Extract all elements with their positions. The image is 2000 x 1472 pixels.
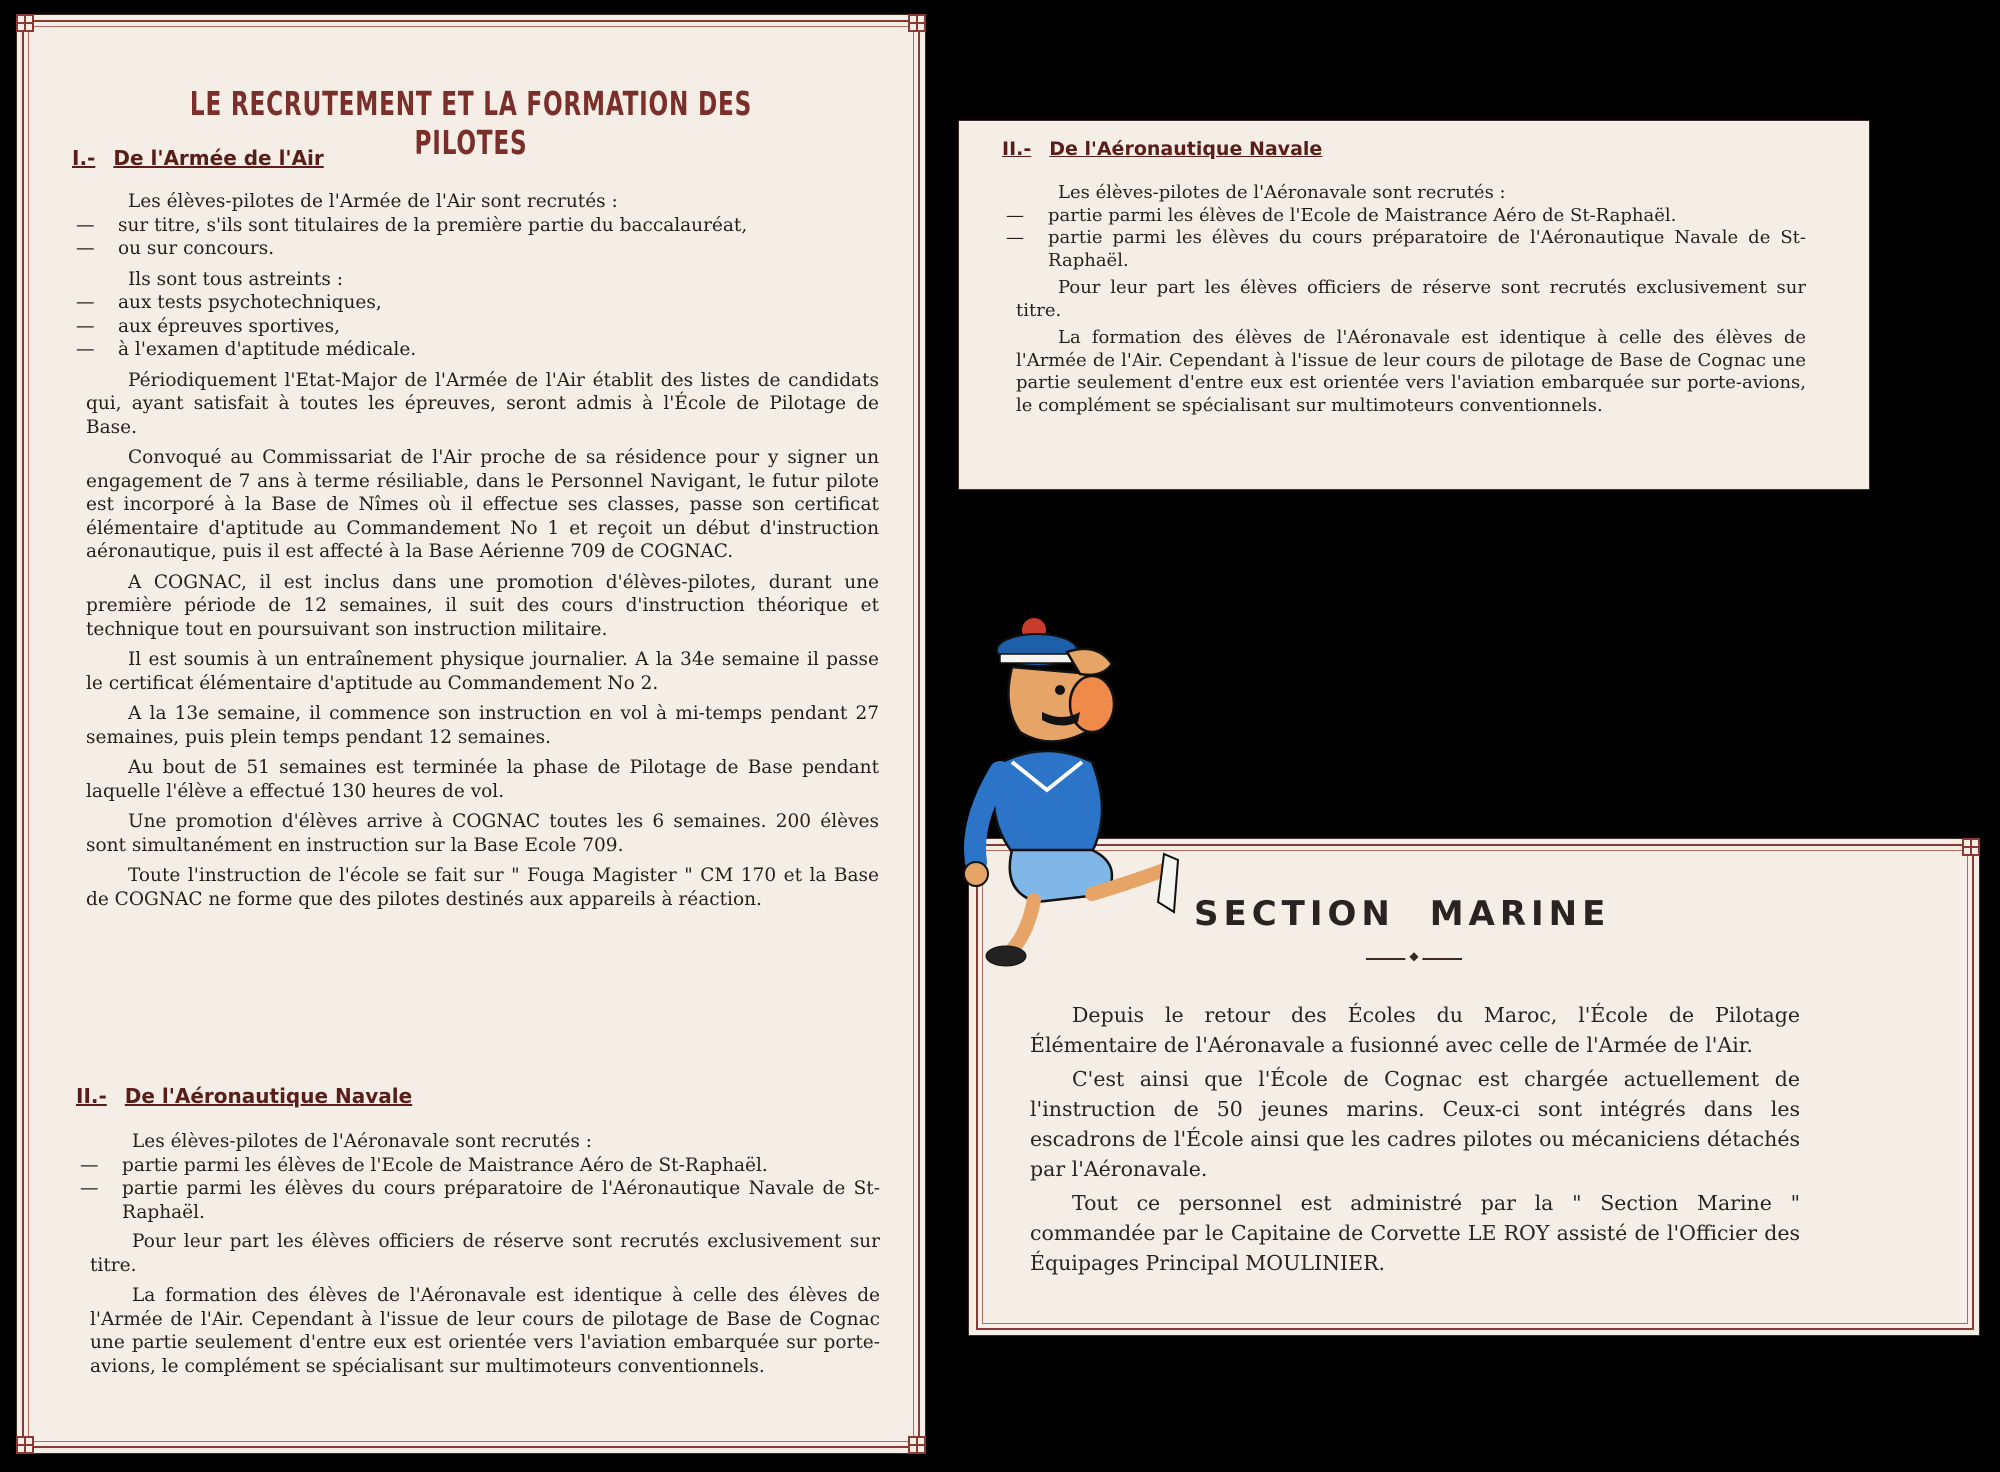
paragraph: Une promotion d'élèves arrive à COGNAC toutes les 6 semaines. 200 élèves sont simultanément en instruction sur la Base Ecole 709. bbox=[86, 811, 879, 856]
paragraph: La formation des élèves de l'Aéronavale est identique à celle des élèves de l'Armée de l'Air. Cependant à l'issue de leur cours de pilotage de Base de Cognac une partie seulement d'entre eux est orientée vers l'aviation embarquée sur porte-avions, le complément se spécialisant sur multimoteurs conventionnels. bbox=[90, 1285, 880, 1377]
top-right-clipping bbox=[958, 120, 1870, 490]
corner-cross-ornament-icon bbox=[908, 14, 926, 32]
paragraph: Ils sont tous astreints : bbox=[128, 268, 343, 290]
page-title: LE RECRUTEMENT ET LA FORMATION DES PILOTES bbox=[189, 84, 753, 162]
paragraph: Au bout de 51 semaines est terminée la phase de Pilotage de Base pendant laquelle l'élève a effectué 130 heures de vol. bbox=[86, 757, 879, 802]
section-body-aeronautique-navale bbox=[80, 1130, 880, 1385]
marine-body bbox=[1030, 1000, 1800, 1278]
section-title: De l'Armée de l'Air bbox=[113, 146, 324, 170]
paragraph: C'est ainsi que l'École de Cognac est chargée actuellement de l'instruction de 50 jeunes marins. Ceux-ci sont intégrés dans les escadrons de l'École ainsi que les cadres pilotes ou mécaniciens détachés par l'Aéronavale. bbox=[1030, 1067, 1800, 1181]
list-item: — sur titre, s'ils sont titulaires de la première partie du baccalauréat, bbox=[76, 214, 748, 236]
paragraph: Tout ce personnel est administré par la " Section Marine " commandée par le Capitaine de Corvette LE ROY assisté de l'Officier des Équipages Principal MOULINIER. bbox=[1030, 1191, 1800, 1275]
paragraph: A la 13e semaine, il commence son instruction en vol à mi-temps pendant 27 semaines, puis plein temps pendant 12 semaines. bbox=[86, 703, 879, 748]
section-title: De l'Aéronautique Navale bbox=[124, 1084, 413, 1108]
paragraph: Pour leur part les élèves officiers de réserve sont recrutés exclusivement sur titre. bbox=[1016, 277, 1806, 321]
paragraph: A COGNAC, il est inclus dans une promotion d'élèves-pilotes, durant une première période de 12 semaines, il suit des cours d'instruction théorique et technique tout en poursuivant son instruction militaire. bbox=[86, 571, 879, 640]
section-number: II.- bbox=[76, 1084, 107, 1108]
paragraph: Périodiquement l'Etat-Major de l'Armée de l'Air établit des listes de candidats qui, ayant satisfait à toutes les épreuves, seront admis à l'École de Pilotage de Base. bbox=[86, 369, 879, 438]
paragraph: La formation des élèves de l'Aéronavale est identique à celle des élèves de l'Armée de l'Air. Cependant à l'issue de leur cours de pilotage de Base de Cognac une partie seulement d'entre eux est orientée vers l'aviation embarquée sur porte-avions, le complément se spécialisant sur multimoteurs conventionnels. bbox=[1016, 327, 1806, 416]
paragraph: Pour leur part les élèves officiers de réserve sont recrutés exclusivement sur titre. bbox=[90, 1231, 880, 1276]
corner-cross-ornament-icon bbox=[1962, 838, 1980, 856]
list-item: — partie parmi les élèves de l'Ecole de Maistrance Aéro de St-Raphaël. bbox=[80, 1154, 768, 1176]
corner-cross-ornament-icon bbox=[908, 1436, 926, 1454]
section-title: De l'Aéronautique Navale bbox=[1049, 138, 1323, 160]
paragraph: Toute l'instruction de l'école se fait sur " Fouga Magister " CM 170 et la Base de COGNAC ne forme que des pilotes destinés aux appareils à réaction. bbox=[86, 865, 879, 910]
list-item: — partie parmi les élèves du cours préparatoire de l'Aéronautique Navale de St-Raphaël. bbox=[1006, 227, 1806, 271]
list-item: — aux épreuves sportives, bbox=[76, 315, 340, 337]
list-item: — aux tests psychotechniques, bbox=[76, 292, 382, 313]
section-number: I.- bbox=[72, 146, 96, 170]
list-item: — à l'examen d'aptitude médicale. bbox=[76, 339, 417, 360]
paragraph: Il est soumis à un entraînement physique journalier. A la 34e semaine il passe le certificat élémentaire d'aptitude au Commandement No 2. bbox=[86, 649, 879, 694]
list-item: — partie parmi les élèves de l'Ecole de Maistrance Aéro de St-Raphaël. bbox=[1006, 204, 1677, 226]
section-number: II.- bbox=[1002, 138, 1032, 160]
paragraph: Les élèves-pilotes de l'Armée de l'Air sont recrutés : bbox=[128, 191, 618, 212]
ornament-divider bbox=[1366, 958, 1462, 960]
section-heading-aeronautique-navale bbox=[76, 1084, 412, 1108]
sailor-cartoon-icon bbox=[942, 612, 1202, 972]
section-heading-armee-air bbox=[72, 146, 324, 170]
section-body-armee-air bbox=[76, 190, 879, 918]
paragraph: Les élèves-pilotes de l'Aéronavale sont recrutés : bbox=[132, 1131, 593, 1152]
corner-cross-ornament-icon bbox=[16, 1436, 34, 1454]
list-item: — partie parmi les élèves du cours préparatoire de l'Aéronautique Navale de St-Raphaël. bbox=[80, 1178, 880, 1223]
marine-title: SECTION MARINE bbox=[1194, 894, 1611, 934]
paragraph: Les élèves-pilotes de l'Aéronavale sont recrutés : bbox=[1058, 182, 1506, 203]
corner-cross-ornament-icon bbox=[16, 14, 34, 32]
section-body bbox=[1006, 182, 1806, 424]
left-page bbox=[16, 14, 926, 1454]
paragraph: Convoqué au Commissariat de l'Air proche de sa résidence pour y signer un engagement de 7 ans à terme résiliable, dans le Personnel Navigant, le futur pilote est incorporé à la Base de Nîmes où il effectue ses classes, passe son certificat élémentaire d'aptitude au Commandement No 1 et reçoit un début d'instruction aéronautique, puis il est affecté à la Base Aérienne 709 de COGNAC. bbox=[86, 447, 879, 562]
paragraph: Depuis le retour des Écoles du Maroc, l'École de Pilotage Élémentaire de l'Aéronavale a fusionné avec celle de l'Armée de l'Air. bbox=[1030, 1003, 1800, 1057]
section-heading-aeronautique-navale bbox=[1002, 138, 1322, 160]
list-item: — ou sur concours. bbox=[76, 238, 275, 259]
